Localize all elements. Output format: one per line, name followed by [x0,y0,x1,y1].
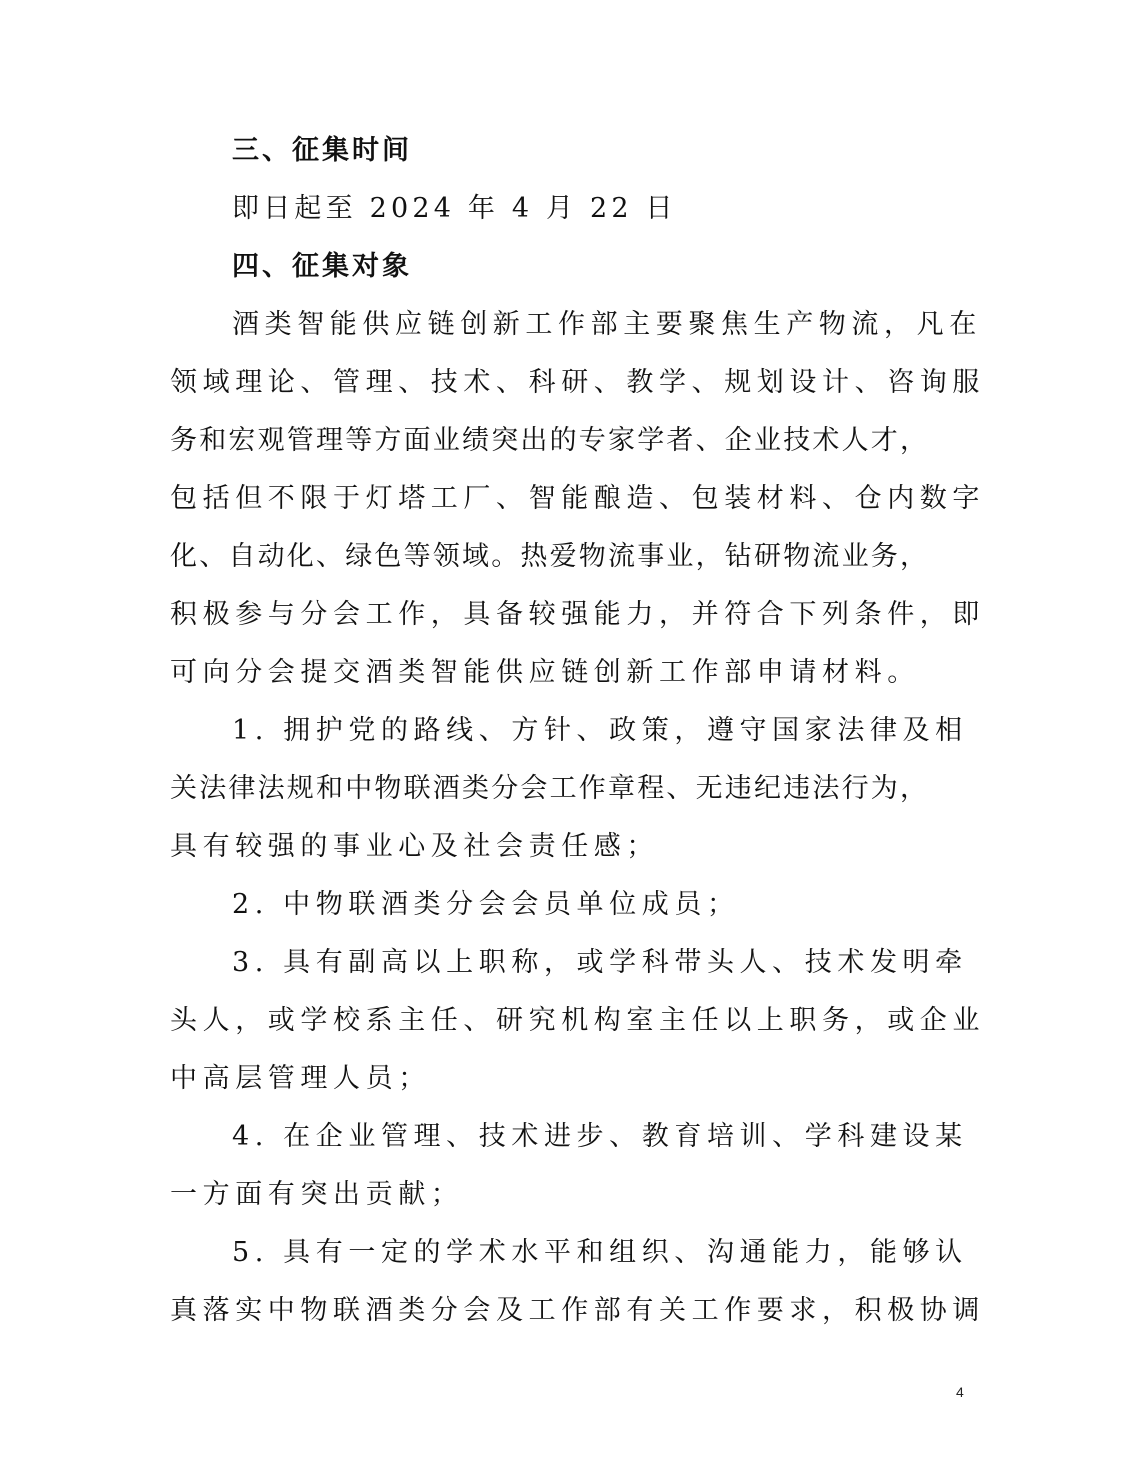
list-item-5: 5. 具有一定的学术水平和组织、沟通能力，能够认 [232,1237,968,1268]
paragraph-line: 领域理论、管理、技术、科研、教学、规划设计、咨询服 [170,367,985,398]
list-item-1: 1. 拥护党的路线、方针、政策，遵守国家法律及相 [232,715,968,746]
paragraph-line: 真落实中物联酒类分会及工作部有关工作要求，积极协调 [170,1295,985,1326]
list-item-4: 4. 在企业管理、技术进步、教育培训、学科建设某 [232,1121,968,1152]
document-body [170,122,985,1340]
paragraph-line: 一方面有突出贡献； [170,1179,464,1210]
paragraph-line: 中高层管理人员； [170,1063,431,1094]
page-number: 4 [956,1384,964,1400]
paragraph-line: 包括但不限于灯塔工厂、智能酿造、包装材料、仓内数字 [170,483,985,514]
paragraph-line: 可向分会提交酒类智能供应链创新工作部申请材料。 [170,657,920,688]
paragraph-line: 积极参与分会工作，具备较强能力，并符合下列条件，即 [170,599,985,630]
paragraph-line: 具有较强的事业心及社会责任感； [170,831,659,862]
paragraph-line: 务和宏观管理等方面业绩突出的专家学者、企业技术人才， [170,425,930,456]
paragraph-line: 酒类智能供应链创新工作部主要聚焦生产物流，凡在 [232,309,982,340]
section-heading-collection-target: 四、征集对象 [232,251,412,282]
paragraph-line: 头人，或学校系主任、研究机构室主任以上职务，或企业 [170,1005,985,1036]
paragraph-line: 即日起至 2024 年 4 月 22 日 [232,193,677,224]
section-heading-collection-time: 三、征集时间 [232,135,412,166]
paragraph-line: 化、自动化、绿色等领域。热爱物流事业，钻研物流业务， [170,541,930,572]
list-item-3: 3. 具有副高以上职称，或学科带头人、技术发明牵 [232,947,968,978]
list-item-2: 2. 中物联酒类分会会员单位成员； [232,889,740,920]
paragraph-line: 关法律法规和中物联酒类分会工作章程、无违纪违法行为， [170,773,930,804]
